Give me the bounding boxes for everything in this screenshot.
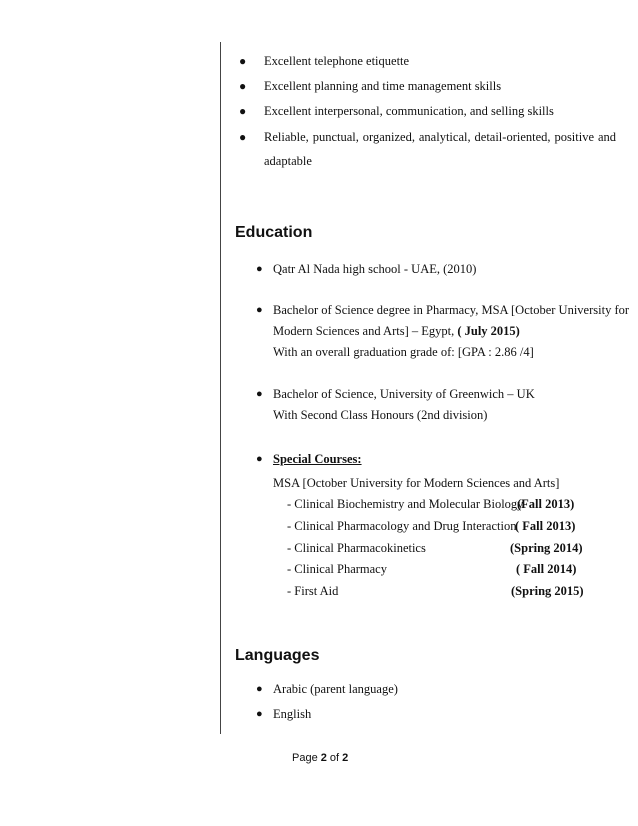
language-text: Arabic (parent language) (273, 682, 398, 696)
education-text: Qatr Al Nada high school - UAE, (2010) (273, 262, 477, 276)
education-heading: Education (235, 224, 313, 241)
course-name: - First Aid (287, 584, 339, 598)
course-term: (Spring 2014) (510, 541, 583, 555)
bullet-icon: ● (239, 104, 247, 118)
special-courses-block (256, 449, 616, 494)
course-name: - Clinical Pharmacy (287, 562, 387, 576)
footer-of-word: of (326, 752, 343, 764)
course-term: (Fall 2013) (517, 497, 575, 511)
graduation-date: ( July 2015) (457, 324, 520, 338)
skill-text: Excellent telephone etiquette (264, 54, 410, 68)
bullet-icon: ● (239, 54, 247, 68)
footer-page-number: 2 (320, 752, 327, 764)
course-name: - Clinical Biochemistry and Molecular Biology (287, 497, 524, 511)
language-item (256, 679, 616, 700)
education-item-highschool (256, 259, 616, 280)
course-term: ( Fall 2013) (515, 519, 576, 533)
skill-item (236, 50, 616, 72)
skill-text: Excellent interpersonal, communication, and selling skills (264, 104, 554, 118)
education-item-pharmacy (256, 300, 630, 363)
skill-text: Excellent planning and time management skills (264, 79, 502, 93)
course-name: - Clinical Pharmacokinetics (287, 541, 426, 555)
bullet-icon: ● (239, 130, 247, 144)
skill-item (236, 125, 616, 173)
skill-text: Reliable, punctual, organized, analytical, detail-oriented, positive and adaptable (264, 130, 616, 168)
skill-item (236, 100, 616, 122)
education-text (256, 321, 616, 342)
language-item (256, 704, 616, 725)
education-gpa: With an overall graduation grade of: [GPA : 2.86 /4] (273, 345, 534, 359)
skills-list (236, 50, 616, 176)
education-text: Bachelor of Science, University of Greenwich – UK (273, 387, 535, 401)
bullet-icon: ● (256, 263, 263, 275)
bullet-icon: ● (256, 388, 263, 400)
languages-heading: Languages (235, 647, 320, 664)
left-margin-rule (220, 42, 221, 734)
special-courses-label: Special Courses: (273, 452, 362, 466)
special-courses-institution: MSA [October University for Modern Sciences and Arts] (273, 476, 560, 490)
bullet-icon: ● (256, 683, 263, 695)
course-name: - Clinical Pharmacology and Drug Interaction (287, 519, 517, 533)
skill-item (236, 75, 616, 97)
footer-page-word: Page (292, 752, 321, 764)
education-text: With Second Class Honours (2nd division) (273, 408, 488, 422)
education-text: Bachelor of Science degree in Pharmacy, MSA [October University for (273, 303, 630, 317)
course-term: (Spring 2015) (511, 584, 584, 598)
education-item-greenwich (256, 384, 616, 426)
footer-page-total: 2 (342, 752, 349, 764)
page-footer (292, 752, 348, 764)
education-text-part: Modern Sciences and Arts] – Egypt, (273, 324, 458, 338)
bullet-icon: ● (256, 304, 263, 316)
course-term: ( Fall 2014) (516, 562, 577, 576)
bullet-icon: ● (256, 453, 263, 465)
bullet-icon: ● (256, 708, 263, 720)
language-text: English (273, 707, 312, 721)
bullet-icon: ● (239, 79, 247, 93)
